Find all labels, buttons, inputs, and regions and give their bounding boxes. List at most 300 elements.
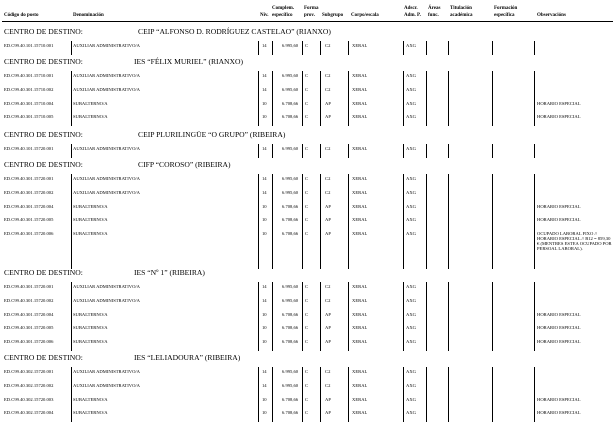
cell-corpo: XERAL xyxy=(352,100,368,106)
cell-comp: 6.708,66 xyxy=(282,231,299,237)
cell-den: SUBALTERNO/A xyxy=(73,311,108,317)
column-divider xyxy=(71,323,72,337)
cell-adscr: AXG xyxy=(406,217,416,223)
cell-forma: C xyxy=(305,396,309,402)
cell-sub: C2 xyxy=(325,43,331,48)
column-divider xyxy=(448,144,449,158)
column-divider xyxy=(348,174,349,188)
header-rule xyxy=(2,21,613,22)
table-row xyxy=(0,202,615,216)
cell-sub: AP xyxy=(325,100,331,106)
cell-den: AUXILIAR ADMINISTRATIVO/A xyxy=(73,297,140,303)
column-divider xyxy=(534,408,535,422)
center-name: IES “LELIADOURA” (RIBEIRA) xyxy=(134,353,241,362)
column-divider xyxy=(426,337,427,351)
table-row xyxy=(0,41,615,55)
cell-sub: AP xyxy=(325,203,331,209)
cell-sub: AP xyxy=(325,231,331,237)
column-divider xyxy=(272,296,273,310)
cell-codigo: ED.C99.40.302.15720.004 xyxy=(4,410,54,416)
cell-niv: 14 xyxy=(262,284,267,289)
cell-codigo: ED.C99.40.301.15720.001 xyxy=(4,176,54,181)
cell-forma: C xyxy=(305,114,309,120)
column-divider xyxy=(302,41,303,55)
column-divider xyxy=(272,381,273,395)
cell-den: SUBALTERNO/A xyxy=(73,410,108,416)
cell-comp: 6.708,66 xyxy=(282,311,299,317)
column-divider xyxy=(302,215,303,229)
column-divider xyxy=(403,282,404,296)
column-divider xyxy=(272,215,273,229)
column-divider xyxy=(348,41,349,55)
column-divider xyxy=(426,229,427,269)
column-divider xyxy=(492,381,493,395)
column-divider xyxy=(534,85,535,99)
header-corpo: Corpo/escala xyxy=(351,13,379,18)
column-divider xyxy=(258,229,259,269)
table-row xyxy=(0,188,615,202)
column-divider xyxy=(320,337,321,351)
column-divider xyxy=(492,144,493,158)
header-subgrupo: Subgrupo xyxy=(322,13,344,18)
cell-comp: 6.995,60 xyxy=(282,86,299,92)
column-divider xyxy=(448,174,449,188)
column-divider xyxy=(426,296,427,310)
cell-corpo: XERAL xyxy=(352,217,368,223)
column-divider xyxy=(403,229,404,269)
cell-codigo: ED.C99.40.301.15710.001 xyxy=(4,73,54,78)
cell-obs: HORARIO ESPECIAL xyxy=(537,217,581,223)
cell-corpo: XERAL xyxy=(352,146,368,151)
cell-adscr: AXG xyxy=(406,146,416,151)
cell-corpo: XERAL xyxy=(352,325,368,331)
column-divider xyxy=(258,323,259,337)
column-divider xyxy=(403,112,404,126)
cell-niv: 14 xyxy=(262,189,267,195)
center-name: CEIP PLURILINGÜE “O GRUPO” (RIBEIRA) xyxy=(138,130,286,139)
column-divider xyxy=(448,85,449,99)
cell-den: AUXILIAR ADMINISTRATIVO/A xyxy=(73,73,140,78)
cell-niv: 14 xyxy=(262,43,267,48)
cell-corpo: XERAL xyxy=(352,311,368,317)
cell-forma: C xyxy=(305,86,309,92)
center-name: IES “Nº 1” (RIBEIRA) xyxy=(134,268,205,277)
column-divider xyxy=(71,215,72,229)
header-formacion-2: específica xyxy=(494,13,515,18)
cell-adscr: AXG xyxy=(406,382,416,388)
column-divider xyxy=(302,367,303,381)
column-divider xyxy=(448,41,449,55)
column-divider xyxy=(534,282,535,296)
cell-obs: HORARIO ESPECIAL xyxy=(537,325,581,331)
cell-adscr: AXG xyxy=(406,325,416,331)
cell-niv: 14 xyxy=(262,297,267,303)
column-divider xyxy=(272,367,273,381)
cell-forma: C xyxy=(305,311,309,317)
header-formacion: Formación xyxy=(494,6,518,11)
column-divider xyxy=(258,310,259,324)
cell-sub: C2 xyxy=(325,369,331,374)
column-divider xyxy=(320,215,321,229)
column-divider xyxy=(492,99,493,113)
cell-corpo: XERAL xyxy=(352,203,368,209)
cell-niv: 14 xyxy=(262,382,267,388)
cell-corpo: XERAL xyxy=(352,86,368,92)
column-divider xyxy=(348,202,349,216)
column-divider xyxy=(272,408,273,422)
center-name: CEIP “ALFONSO D. RODRÍGUEZ CASTELAO” (RIANXO) xyxy=(138,27,331,36)
column-divider xyxy=(302,99,303,113)
cell-den: AUXILIAR ADMINISTRATIVO/A xyxy=(73,176,140,181)
column-divider xyxy=(492,310,493,324)
table-row xyxy=(0,310,615,324)
column-divider xyxy=(258,337,259,351)
cell-adscr: AXG xyxy=(406,114,416,120)
column-divider xyxy=(71,229,72,269)
column-divider xyxy=(348,112,349,126)
cell-comp: 6.708,66 xyxy=(282,410,299,416)
column-divider xyxy=(448,229,449,269)
cell-den: SUBALTERNO/A xyxy=(73,100,108,106)
column-divider xyxy=(448,367,449,381)
column-divider xyxy=(426,310,427,324)
column-divider xyxy=(302,85,303,99)
column-divider xyxy=(302,381,303,395)
column-divider xyxy=(348,296,349,310)
column-divider xyxy=(448,215,449,229)
cell-sub: AP xyxy=(325,396,331,402)
cell-niv: 14 xyxy=(262,86,267,92)
cell-niv: 10 xyxy=(262,217,267,223)
cell-den: SUBALTERNO/A xyxy=(73,114,108,120)
column-divider xyxy=(426,282,427,296)
column-divider xyxy=(320,296,321,310)
column-divider xyxy=(348,188,349,202)
cell-sub: C2 xyxy=(325,73,331,78)
cell-codigo: ED.C99.40.301.15720.004 xyxy=(4,311,54,317)
column-divider xyxy=(348,144,349,158)
cell-comp: 6.995,60 xyxy=(282,369,299,374)
column-divider xyxy=(492,41,493,55)
cell-corpo: XERAL xyxy=(352,231,368,237)
column-divider xyxy=(448,282,449,296)
cell-forma: C xyxy=(305,100,309,106)
column-divider xyxy=(320,395,321,409)
column-divider xyxy=(426,408,427,422)
cell-forma: C xyxy=(305,217,309,223)
cell-adscr: AXG xyxy=(406,86,416,92)
column-divider xyxy=(71,112,72,126)
column-divider xyxy=(302,282,303,296)
column-divider xyxy=(534,202,535,216)
column-divider xyxy=(272,337,273,351)
column-divider xyxy=(320,112,321,126)
column-divider xyxy=(348,229,349,269)
cell-codigo: ED.C99.40.301.15720.001 xyxy=(4,284,54,289)
column-divider xyxy=(348,395,349,409)
column-divider xyxy=(448,310,449,324)
column-divider xyxy=(403,381,404,395)
column-divider xyxy=(320,174,321,188)
cell-comp: 6.995,60 xyxy=(282,176,299,181)
cell-sub: AP xyxy=(325,410,331,416)
column-divider xyxy=(448,395,449,409)
column-divider xyxy=(320,71,321,85)
cell-forma: C xyxy=(305,189,309,195)
center-name: IES “FÉLIX MURIEL” (RIANXO) xyxy=(134,57,244,66)
cell-sub: C2 xyxy=(325,86,331,92)
column-divider xyxy=(320,367,321,381)
cell-corpo: XERAL xyxy=(352,189,368,195)
cell-codigo: ED.C99.40.302.15720.002 xyxy=(4,382,54,388)
column-divider xyxy=(448,99,449,113)
column-divider xyxy=(448,202,449,216)
cell-niv: 10 xyxy=(262,339,267,345)
cell-codigo: ED.C99.40.301.15710.005 xyxy=(4,114,54,120)
cell-den: SUBALTERNO/A xyxy=(73,325,108,331)
column-divider xyxy=(71,310,72,324)
column-divider xyxy=(302,112,303,126)
column-divider xyxy=(320,282,321,296)
center-label: CENTRO DE DESTINO: xyxy=(4,130,83,139)
column-divider xyxy=(448,112,449,126)
column-divider xyxy=(492,408,493,422)
cell-codigo: ED.C99.40.301.15720.006 xyxy=(4,231,54,237)
column-divider xyxy=(403,408,404,422)
column-divider xyxy=(302,188,303,202)
column-divider xyxy=(348,323,349,337)
column-divider xyxy=(403,310,404,324)
column-divider xyxy=(71,395,72,409)
column-divider xyxy=(348,367,349,381)
cell-corpo: XERAL xyxy=(352,410,368,416)
cell-comp: 6.995,60 xyxy=(282,146,299,151)
cell-adscr: AXG xyxy=(406,339,416,345)
column-divider xyxy=(403,323,404,337)
cell-codigo: ED.C99.40.301.15720.006 xyxy=(4,339,54,345)
cell-comp: 6.995,60 xyxy=(282,284,299,289)
column-divider xyxy=(426,144,427,158)
cell-den: SUBALTERNO/A xyxy=(73,339,108,345)
column-divider xyxy=(71,202,72,216)
column-divider xyxy=(348,381,349,395)
cell-adscr: AXG xyxy=(406,410,416,416)
column-divider xyxy=(302,144,303,158)
column-divider xyxy=(320,188,321,202)
table-row xyxy=(0,85,615,99)
column-divider xyxy=(348,99,349,113)
column-divider xyxy=(302,202,303,216)
cell-comp: 6.708,66 xyxy=(282,325,299,331)
cell-comp: 6.708,66 xyxy=(282,396,299,402)
column-divider xyxy=(272,99,273,113)
column-divider xyxy=(302,395,303,409)
cell-forma: C xyxy=(305,410,309,416)
column-divider xyxy=(272,323,273,337)
column-divider xyxy=(320,408,321,422)
column-divider xyxy=(302,296,303,310)
column-divider xyxy=(320,381,321,395)
column-divider xyxy=(320,99,321,113)
cell-comp: 6.708,66 xyxy=(282,100,299,106)
column-divider xyxy=(403,337,404,351)
cell-forma: C xyxy=(305,43,309,48)
cell-comp: 6.708,66 xyxy=(282,114,299,120)
column-divider xyxy=(320,144,321,158)
column-divider xyxy=(448,296,449,310)
header-codigo: Código do posto xyxy=(4,13,39,18)
column-divider xyxy=(534,112,535,126)
header-observacions: Observacións xyxy=(537,13,566,18)
column-divider xyxy=(258,144,259,158)
column-divider xyxy=(272,395,273,409)
column-divider xyxy=(448,337,449,351)
column-divider xyxy=(403,85,404,99)
column-divider xyxy=(302,174,303,188)
cell-den: AUXILIAR ADMINISTRATIVO/A xyxy=(73,43,140,48)
column-divider xyxy=(534,296,535,310)
column-divider xyxy=(348,282,349,296)
column-divider xyxy=(492,71,493,85)
table-row xyxy=(0,282,615,296)
column-divider xyxy=(403,296,404,310)
header-titulacion: Titulación xyxy=(450,6,472,11)
cell-sub: C2 xyxy=(325,382,331,388)
cell-codigo: ED.C99.40.301.15720.004 xyxy=(4,203,54,209)
cell-corpo: XERAL xyxy=(352,73,368,78)
column-divider xyxy=(348,215,349,229)
cell-codigo: ED.C99.40.301.15710.002 xyxy=(4,86,54,92)
column-divider xyxy=(320,202,321,216)
column-divider xyxy=(71,408,72,422)
header-complem: Complem. xyxy=(272,6,295,11)
column-divider xyxy=(71,282,72,296)
cell-adscr: AXG xyxy=(406,297,416,303)
column-divider xyxy=(258,99,259,113)
table-row xyxy=(0,381,615,395)
column-divider xyxy=(258,85,259,99)
cell-den: SUBALTERNO/A xyxy=(73,396,108,402)
column-divider xyxy=(426,99,427,113)
column-divider xyxy=(71,99,72,113)
table-row xyxy=(0,144,615,158)
column-divider xyxy=(272,310,273,324)
column-divider xyxy=(403,367,404,381)
cell-forma: C xyxy=(305,231,309,237)
cell-corpo: XERAL xyxy=(352,297,368,303)
cell-sub: C2 xyxy=(325,176,331,181)
cell-sub: AP xyxy=(325,311,331,317)
cell-forma: C xyxy=(305,73,309,78)
column-divider xyxy=(534,381,535,395)
column-divider xyxy=(426,323,427,337)
column-divider xyxy=(534,174,535,188)
column-divider xyxy=(448,323,449,337)
column-divider xyxy=(534,337,535,351)
table-row xyxy=(0,112,615,126)
cell-forma: C xyxy=(305,203,309,209)
table-row xyxy=(0,71,615,85)
column-divider xyxy=(403,71,404,85)
table-row xyxy=(0,323,615,337)
column-divider xyxy=(403,99,404,113)
cell-corpo: XERAL xyxy=(352,114,368,120)
column-divider xyxy=(492,296,493,310)
cell-den: SUBALTERNO/A xyxy=(73,231,108,237)
cell-forma: C xyxy=(305,176,309,181)
column-divider xyxy=(348,408,349,422)
column-divider xyxy=(272,112,273,126)
column-divider xyxy=(71,337,72,351)
column-divider xyxy=(272,229,273,269)
column-divider xyxy=(448,408,449,422)
column-divider xyxy=(272,144,273,158)
column-divider xyxy=(71,188,72,202)
cell-forma: C xyxy=(305,284,309,289)
cell-obs: HORARIO ESPECIAL xyxy=(537,396,581,402)
cell-den: AUXILIAR ADMINISTRATIVO/A xyxy=(73,369,140,374)
cell-forma: C xyxy=(305,325,309,331)
column-divider xyxy=(302,323,303,337)
cell-adscr: AXG xyxy=(406,176,416,181)
cell-corpo: XERAL xyxy=(352,339,368,345)
column-divider xyxy=(71,41,72,55)
cell-codigo: ED.C99.40.101.15710.001 xyxy=(4,43,54,48)
cell-niv: 10 xyxy=(262,114,267,120)
column-divider xyxy=(492,323,493,337)
cell-adscr: AXG xyxy=(406,203,416,209)
cell-sub: C2 xyxy=(325,189,331,195)
cell-codigo: ED.C99.40.302.15720.003 xyxy=(4,396,54,402)
cell-adscr: AXG xyxy=(406,284,416,289)
column-divider xyxy=(426,367,427,381)
column-divider xyxy=(71,144,72,158)
column-divider xyxy=(492,112,493,126)
column-divider xyxy=(403,41,404,55)
header-areas-2: func. xyxy=(428,13,439,18)
cell-obs: HORARIO ESPECIAL xyxy=(537,203,581,209)
cell-forma: C xyxy=(305,146,309,151)
column-divider xyxy=(426,381,427,395)
column-divider xyxy=(258,71,259,85)
cell-corpo: XERAL xyxy=(352,369,368,374)
table-row xyxy=(0,408,615,422)
header-forma: Forma xyxy=(304,6,319,11)
cell-codigo: ED.C99.40.301.15720.005 xyxy=(4,325,54,331)
cell-obs: HORARIO ESPECIAL xyxy=(537,410,581,416)
header-niv: Nív. xyxy=(260,13,269,18)
column-divider xyxy=(348,71,349,85)
cell-corpo: XERAL xyxy=(352,396,368,402)
header-denominacion: Denominación xyxy=(73,13,104,18)
column-divider xyxy=(448,188,449,202)
cell-den: AUXILIAR ADMINISTRATIVO/A xyxy=(73,146,140,151)
cell-comp: 6.708,66 xyxy=(282,217,299,223)
cell-den: AUXILIAR ADMINISTRATIVO/A xyxy=(73,382,140,388)
column-divider xyxy=(302,337,303,351)
cell-adscr: AXG xyxy=(406,396,416,402)
cell-obs: HORARIO ESPECIAL xyxy=(537,114,581,120)
column-divider xyxy=(403,202,404,216)
cell-codigo: ED.C99.40.301.15710.004 xyxy=(4,100,54,106)
column-divider xyxy=(534,144,535,158)
column-divider xyxy=(258,202,259,216)
cell-niv: 14 xyxy=(262,369,267,374)
cell-comp: 6.995,60 xyxy=(282,189,299,195)
cell-corpo: XERAL xyxy=(352,176,368,181)
cell-obs: HORARIO ESPECIAL xyxy=(537,339,581,345)
column-divider xyxy=(272,174,273,188)
